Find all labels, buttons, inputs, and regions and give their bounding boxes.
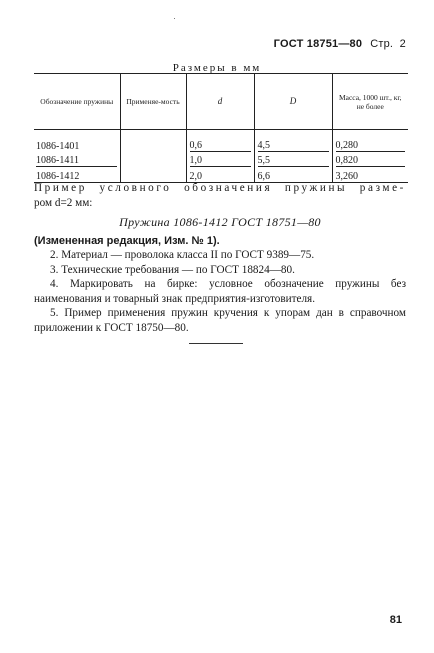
col-application: Применяе-мость [120,74,186,130]
table-row [34,130,408,153]
cell-d-value: 1,0 [190,155,251,167]
cell-designation [34,152,120,167]
cell-mass: 3,260 [332,167,408,183]
dimensions-table [34,73,408,183]
cell-designation: 1086-1401 [36,141,80,152]
item-2: 2. Материал — проволока класса II по ГОСТ 9389—75. [50,249,315,261]
cell-mass [332,152,408,167]
cell-D: 6,6 [254,167,332,183]
cell-d [186,152,254,167]
example-intro-line2: ром d=2 мм: [34,196,93,209]
page-label: Стр. [370,38,394,50]
scan-speck [174,18,175,19]
cell-d [186,130,254,153]
example-designation: Пружина 1086-1412 ГОСТ 18751—80 [119,215,321,229]
item-3: 3. Технические требования — по ГОСТ 18824—80. [50,263,295,276]
standard-number: ГОСТ 18751—80 [273,38,363,50]
cell-designation-value: 1086-1411 [36,155,117,167]
item-5: 5. Пример применения пружин кручения к упорам дан в справочном приложении к ГОСТ 18750—80. [34,307,406,334]
cell-application [120,130,186,153]
col-d: d [186,74,254,130]
cell-D [254,130,332,153]
cell-D-value: 4,5 [258,140,329,152]
col-D: D [254,74,332,130]
cell-designation: 1086-1412 [34,167,120,183]
cell-mass-value: 0,820 [336,155,406,167]
col-designation: Обозначение пружины [34,74,120,130]
cell-d-value: 0,6 [190,140,251,152]
cell-mass [332,130,408,153]
cell-D-value: 5,5 [258,155,329,167]
page-header [274,38,406,50]
table-header-row [34,74,408,130]
edition-note: (Измененная редакция, Изм. № 1). [34,234,220,247]
table-caption: Размеры в мм [172,62,262,74]
page-no: 2 [399,38,406,50]
cell-mass-value: 0,280 [336,140,406,152]
body-text [34,181,406,335]
item-4: 4. Маркировать на бирке: условное обозначение пружины без наименования и товарный знак предприятия-изготовителя. [34,278,406,305]
end-rule [189,343,243,344]
col-mass: Масса, 1000 шт., кг, не более [332,74,408,130]
cell-d: 2,0 [186,167,254,183]
example-intro-line1: Пример условного обозначения пружины разме- [34,182,406,194]
cell-application [120,152,186,167]
table-row [34,152,408,167]
page-number: 81 [389,614,402,626]
cell-D [254,152,332,167]
